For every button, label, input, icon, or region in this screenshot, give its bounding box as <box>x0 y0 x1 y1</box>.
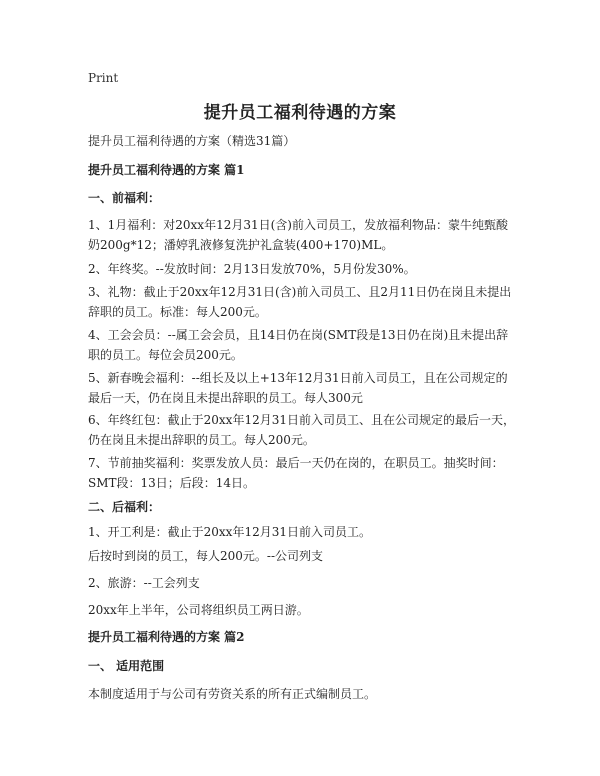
post-benefits-heading: 二、后福利： <box>88 500 161 514</box>
pre-benefit-item-2: 2、年终奖。--发放时间：2月13日发放70%，5月份发30%。 <box>88 262 416 276</box>
pre-benefits-heading: 一、前福利： <box>88 191 161 205</box>
page-title: 提升员工福利待遇的方案 <box>203 103 397 123</box>
scope-text: 本制度适用于与公司有劳资关系的所有正式编制员工。 <box>88 687 377 701</box>
pre-benefit-item-5: 5、新春晚会福利：--组长及以上+13年12月31日前入司员工，且在公司规定的最后一天，仍在岗且未提出辞职的员工。每人300元 <box>88 371 508 405</box>
scope-heading: 一、 适用范围 <box>88 659 165 673</box>
pre-benefit-item-1: 1、1月福利：对20xx年12月31日(含)前入司员工，发放福利物品：蒙牛纯甄酸奶200g*12；潘婷乳液修复洗护礼盒装(400+170)ML。 <box>88 218 508 252</box>
post-benefit-item-3: 2、旅游：--工会列支 <box>88 576 200 590</box>
section1-heading: 提升员工福利待遇的方案 篇1 <box>88 163 245 177</box>
document-subtitle: 提升员工福利待遇的方案（精选31篇） <box>88 134 296 148</box>
pre-benefit-item-6: 6、年终红包：截止于20xx年12月31日前入司员工、且在公司规定的最后一天，仍在岗且未提出辞职的员工。每人200元。 <box>88 413 515 447</box>
section2-heading: 提升员工福利待遇的方案 篇2 <box>88 630 245 644</box>
pre-benefit-item-3: 3、礼物：截止于20xx年12月31日(含)前入司员工、且2月11日仍在岗且未提出辞职的员工。标准：每人200元。 <box>88 285 512 319</box>
print-link[interactable]: Print <box>88 71 119 85</box>
pre-benefit-item-4: 4、工会会员：--属工会会员，且14日仍在岗(SMT段是13日仍在岗)且未提出辞职的员工。每位会员200元。 <box>88 328 509 362</box>
post-benefit-item-2: 后按时到岗的员工，每人200元。--公司列支 <box>88 549 324 563</box>
post-benefit-item-4: 20xx年上半年，公司将组织员工两日游。 <box>88 603 309 617</box>
post-benefit-item-1: 1、开工利是：截止于20xx年12月31日前入司员工。 <box>88 525 371 539</box>
pre-benefit-item-7: 7、节前抽奖福利：奖票发放人员：最后一天仍在岗的，在职员工。抽奖时间：SMT段：13日；后段：14日。 <box>88 456 504 490</box>
